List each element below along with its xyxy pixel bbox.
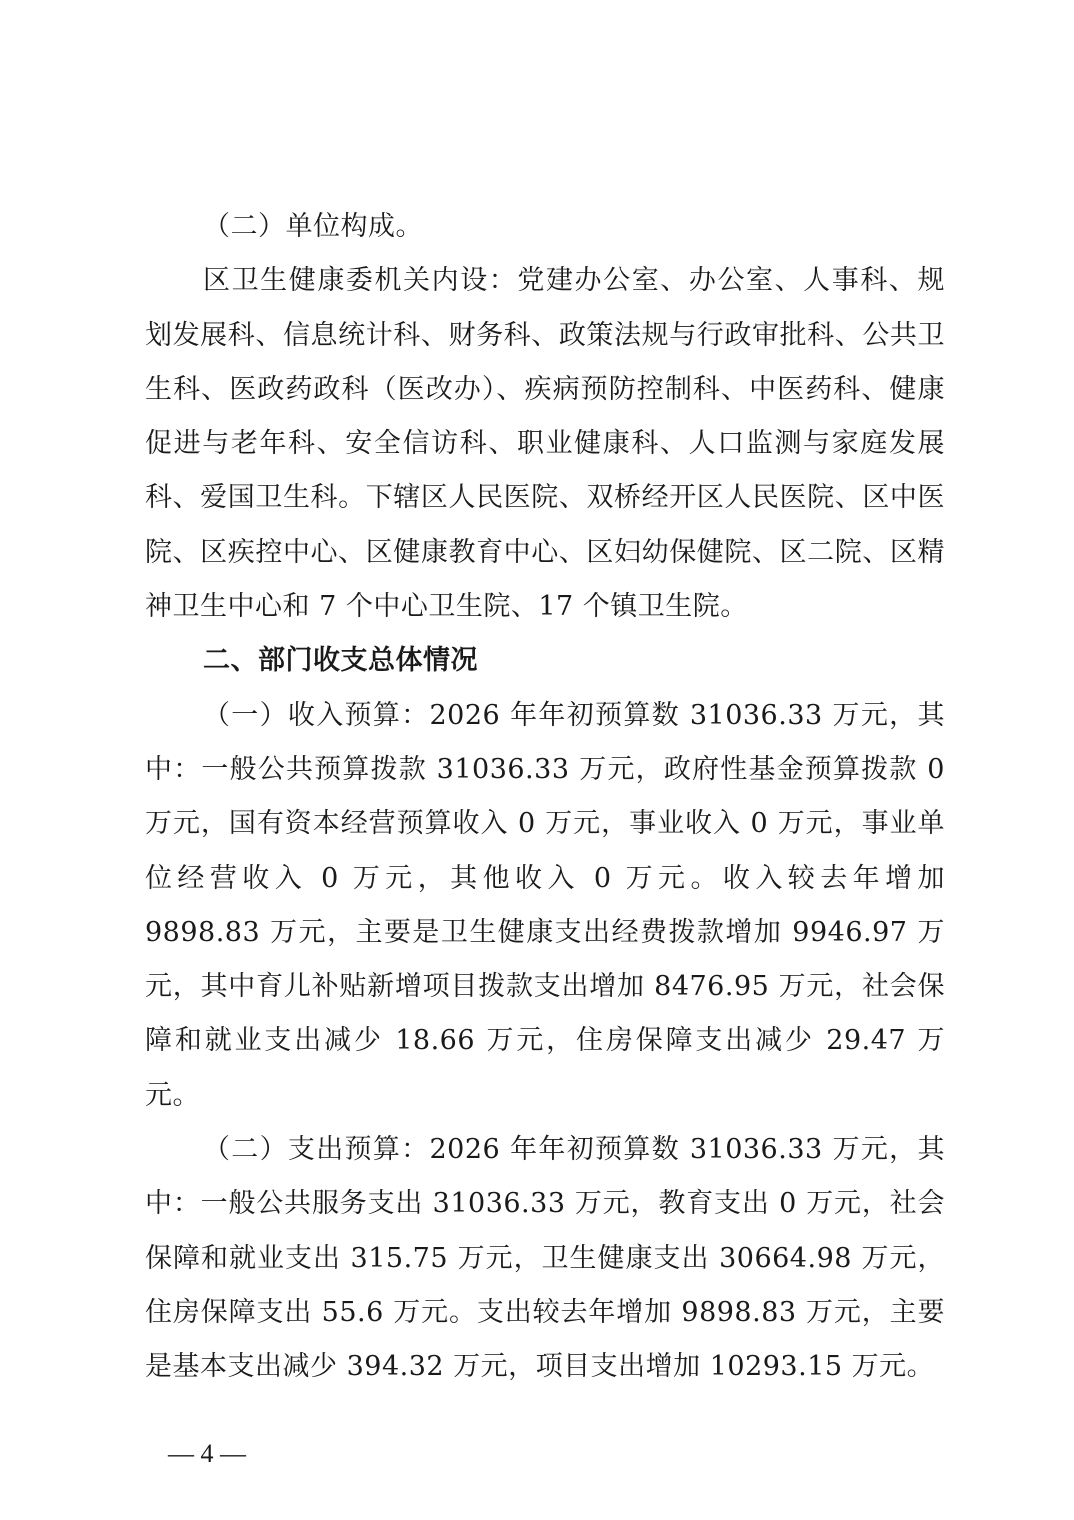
page-number: — 4 — [168,1439,246,1468]
paragraph-internal-departments: 区卫生健康委机关内设：党建办公室、办公室、人事科、规划发展科、信息统计科、财务科、政策法规与行政审批科、公共卫生科、医政药政科（医改办）、疾病预防控制科、中医药科、健康促进与老年科、安全信访科、职业健康科、人口监测与家庭发展科、爱国卫生科。下辖区人民医院、双桥经开区人民医院、区中医院、区疾控中心、区健康教育中心、区妇幼保健院、区二院、区精神卫生中心和 7 个中心卫生院、17 个镇卫生院。 [145,265,945,623]
paragraph-expenditure-budget: （二）支出预算：2026 年年初预算数 31036.33 万元，其中：一般公共服务支出 31036.33 万元，教育支出 0 万元，社会保障和就业支出 315.75 万元，卫生健康支出 30664.98 万元，住房保障支出 55.6 万元。支出较去年增加 9898.83 万元，主要是基本支出减少 394.32 万元，项目支出增加 10293.15 万元。 [145,1134,945,1383]
section-heading-revenue-expenditure: 二、部门收支总体情况 [203,645,478,677]
paragraph-revenue-budget: （一）收入预算：2026 年年初预算数 31036.33 万元，其中：一般公共预算拨款 31036.33 万元，政府性基金预算拨款 0 万元，国有资本经营预算收入 0 万元，事业收入 0 万元，事业单位经营收入 0 万元，其他收入 0 万元。收入较去年增加 9898.83 万元，主要是卫生健康支出经费拨款增加 9946.97 万元，其中育儿补贴新增项目拨款支出增加 8476.95 万元，社会保障和就业支出减少 18.66 万元，住房保障支出减少 29.47 万元。 [145,699,945,1111]
document-body [145,200,945,1395]
subsection-unit-composition: （二）单位构成。 [203,211,423,242]
